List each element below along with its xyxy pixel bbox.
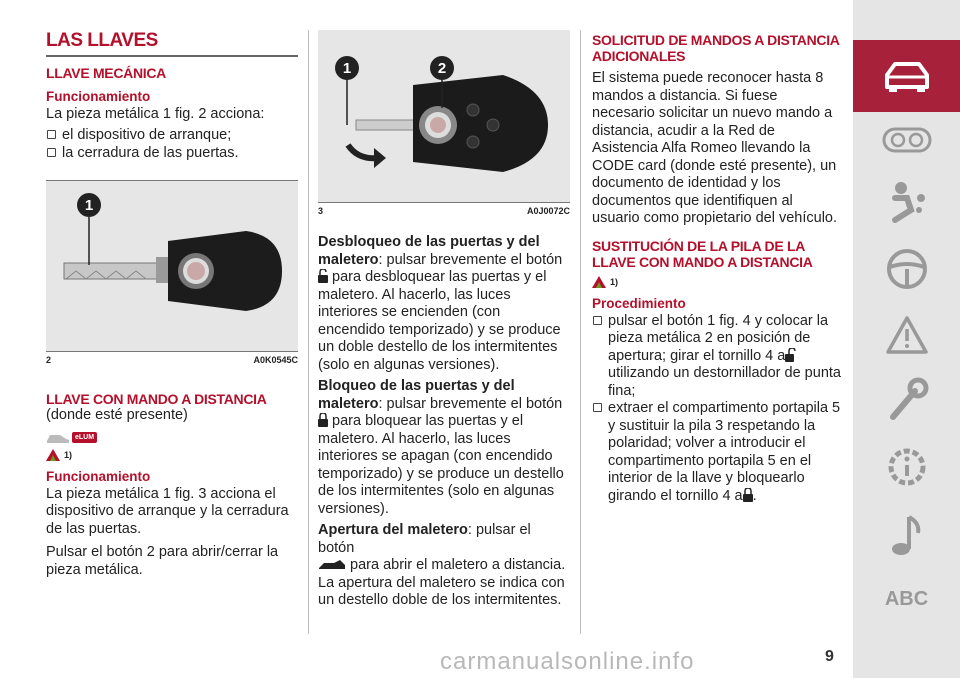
airbag-person-icon bbox=[885, 180, 929, 224]
trunk-paragraph: Apertura del maletero: pulsar el botón para abrir el maletero a distancia. La apertura del maletero se indica con un destello doble de los intermitentes. bbox=[318, 522, 566, 608]
elum-badge: eLUM bbox=[72, 432, 97, 443]
procedure-heading: Procedimiento bbox=[592, 295, 686, 311]
figure-caption bbox=[318, 206, 570, 216]
sidebar-item-technical-data[interactable] bbox=[853, 442, 960, 492]
trunk-open-icon bbox=[318, 559, 346, 571]
list-item: pulsar el botón 1 fig. 4 y colocar la pieza metálica 2 en posición de apertura; girar el tornillo 4 a utilizando un destornillador de punta fina; bbox=[592, 313, 844, 401]
unlock-icon bbox=[318, 269, 328, 283]
figure-caption bbox=[46, 355, 298, 365]
dashboard-gauges-icon bbox=[882, 127, 932, 153]
car-icon bbox=[881, 59, 933, 93]
figure-code: A0K0545C bbox=[253, 355, 298, 365]
warning-triangle-icon bbox=[46, 449, 60, 461]
column-right bbox=[592, 30, 844, 505]
elum-badge-row bbox=[46, 431, 298, 445]
list-item: el dispositivo de arranque; bbox=[46, 127, 298, 145]
figure-rule bbox=[318, 202, 570, 203]
figure-3-remote-key bbox=[318, 30, 570, 202]
callout-2: 2 bbox=[437, 60, 447, 77]
sidebar-item-car[interactable] bbox=[853, 52, 960, 100]
paragraph: La pieza metálica 1 fig. 3 acciona el dispositivo de arranque y la cerradura de las puertas. bbox=[46, 485, 289, 537]
column-middle bbox=[318, 30, 570, 614]
checkbox-bullet-icon bbox=[593, 403, 602, 412]
sidebar-item-index[interactable] bbox=[853, 584, 960, 614]
column-divider bbox=[580, 30, 581, 634]
paragraph: La pieza metálica 1 fig. 2 acciona: bbox=[46, 105, 265, 122]
remote-key-heading: LLAVE CON MANDO A DISTANCIA bbox=[46, 391, 267, 407]
column-left bbox=[46, 30, 298, 583]
page-number: 9 bbox=[825, 648, 834, 665]
key-illustration bbox=[46, 181, 298, 351]
sidebar-item-dashboard[interactable] bbox=[853, 122, 960, 158]
paragraph: El sistema puede reconocer hasta 8 mandos a distancia. Si fuese necesario solicitar un nuevo mando a distancia, acudir a la Red de Asistencia Alfa Romeo llevando la CODE card (donde esté presente), un documento de identidad y los documentos que identifiquen al usuario como propietario del vehículo. bbox=[592, 70, 838, 226]
checkbox-bullet-icon bbox=[593, 316, 602, 325]
section-title: LAS LLAVES bbox=[46, 30, 158, 51]
additional-remotes-heading: SOLICITUD DE MANDOS A DISTANCIA ADICIONALES bbox=[592, 32, 840, 64]
warning-triangle-icon bbox=[592, 276, 606, 288]
sidebar-item-driving[interactable] bbox=[853, 244, 960, 294]
wrench-icon bbox=[885, 377, 929, 423]
checkbox-bullet-icon bbox=[47, 130, 56, 139]
callout-1: 1 bbox=[84, 197, 94, 214]
battery-replacement-heading: SUSTITUCIÓN DE LA PILA DE LA LLAVE CON MANDO A DISTANCIA bbox=[592, 237, 813, 270]
watermark: carmanualsonline.info bbox=[440, 648, 695, 675]
column-divider bbox=[308, 30, 309, 634]
figure-code: A0J0072C bbox=[526, 206, 570, 216]
figure-number: 2 bbox=[46, 355, 52, 365]
figure-number: 3 bbox=[318, 206, 324, 216]
list-item: extraer el compartimento portapila 5 y sustituir la pila 3 respetando la polaridad; volver a introducir el compartimento portapila 5 en el interior de la llave y bloquearlo girando el tornillo 4 a . bbox=[592, 400, 844, 505]
sidebar-item-maintenance[interactable] bbox=[853, 374, 960, 426]
unlock-paragraph: Desbloqueo de las puertas y del maletero: pulsar brevemente el botón para desbloquear las puertas y el maletero. Al hacerlo, las luces interiores se encienden (con encendido temporizado) y se produce un doble destello de los intermitentes (solo en algunas versiones). bbox=[318, 234, 563, 373]
abc-index-icon: ABC bbox=[884, 587, 929, 610]
lock-icon bbox=[318, 413, 328, 427]
info-gear-icon bbox=[884, 444, 930, 490]
checkbox-bullet-icon bbox=[47, 148, 56, 157]
title-rule bbox=[46, 55, 298, 57]
functioning-heading: Funcionamiento bbox=[46, 88, 151, 104]
figure-rule bbox=[46, 351, 298, 352]
functioning-heading: Funcionamiento bbox=[46, 468, 151, 484]
list-item: la cerradura de las puertas. bbox=[46, 145, 298, 163]
warning-triangle-icon bbox=[885, 315, 929, 355]
unlock-icon bbox=[785, 348, 797, 362]
sidebar-item-emergency[interactable] bbox=[853, 312, 960, 358]
warning-reference: 1) bbox=[592, 276, 844, 288]
remote-key-illustration bbox=[318, 30, 570, 202]
lock-paragraph: Bloqueo de las puertas y del maletero: pulsar brevemente el botón para bloquear las puertas y el maletero. Al hacerlo, las luces interiores se apagan (con encendido temporizado) y se produce un destello de los intermitentes (solo en algunas versiones). bbox=[318, 378, 564, 517]
steering-wheel-icon bbox=[885, 247, 929, 291]
car-outline-icon bbox=[46, 431, 70, 445]
callout-1: 1 bbox=[342, 60, 352, 77]
sidebar-item-multimedia[interactable] bbox=[853, 510, 960, 560]
sidebar-item-safety[interactable] bbox=[853, 178, 960, 226]
figure-2-mechanical-key bbox=[46, 181, 298, 351]
remote-key-subtitle: (donde esté presente) bbox=[46, 407, 188, 423]
paragraph: Pulsar el botón 2 para abrir/cerrar la pieza metálica. bbox=[46, 544, 279, 578]
lock-icon bbox=[743, 488, 753, 502]
warning-reference: 1) bbox=[46, 449, 298, 461]
music-note-icon bbox=[890, 513, 924, 557]
mechanical-key-heading: LLAVE MECÁNICA bbox=[46, 64, 166, 81]
